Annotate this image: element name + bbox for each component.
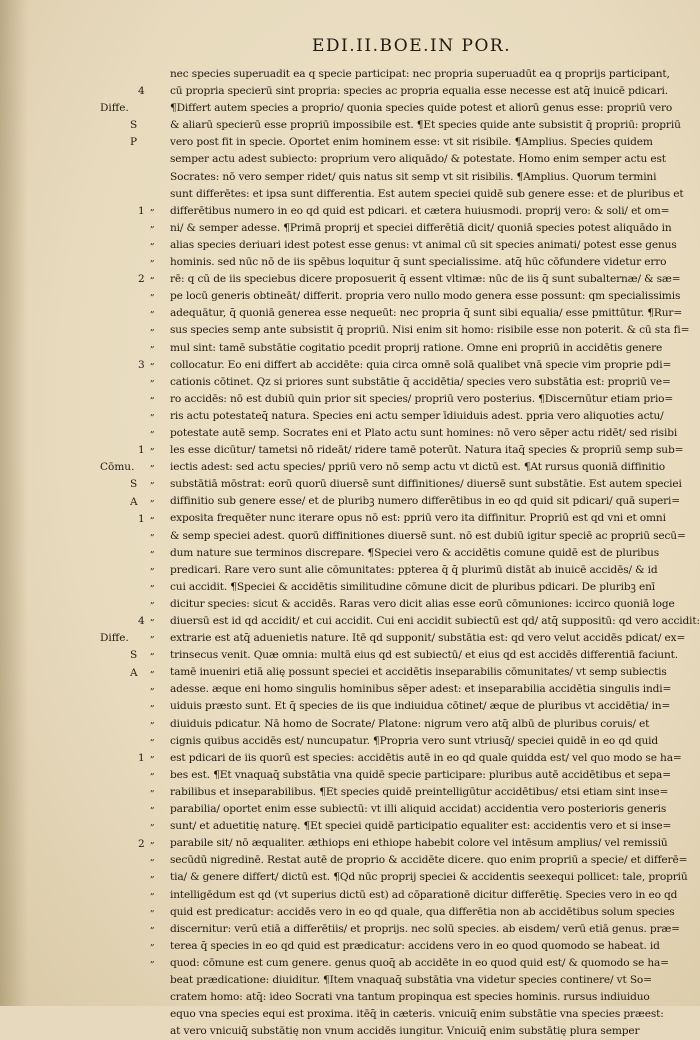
text-line: quod: cōmune est cum genere. genus quoq̄ ab accidēte in eo quod quid est/ & quomodo se ha= (170, 956, 669, 969)
margin-note: 1 (138, 204, 145, 217)
text-line: beat prædicatione: diuiditur. ¶Item vnaquaq̄ substātia vna videtur species continere/ vt So= (170, 973, 652, 986)
text-line: vero post fit in specie. Oportet enim hominem esse: vt sit risibile. ¶Amplius. Species quidem (170, 136, 653, 149)
margin-note: S (130, 649, 138, 662)
text-line: sus species semp ante subsistit q̄ propriū. Nisi enim sit homo: risibile esse non poterit. & cū sta fi= (170, 324, 690, 337)
quote-mark-icon: „ (150, 921, 155, 931)
margin-note: A (130, 666, 138, 679)
quote-mark-icon: „ (150, 784, 155, 795)
text-line: mul sint: tamē substātie cogitatio pcedit proprij ratione. Omne eni propriū in accidētis genere (170, 341, 663, 354)
text-line: equo vna species equi est proxima. itēq̄ in cæteris. vnicuiq̄ enim substātie vna species præest: (170, 1008, 664, 1021)
quote-mark-icon: „ (150, 938, 155, 949)
text-line: rē: q cū de iis speciebus dicere proposuerit q̄ essent vltimæ: nūc de iis q̄ sunt subalternæ/ & sæ= (170, 273, 681, 286)
quote-mark-icon: „ (150, 476, 155, 487)
text-line: terea q̄ species in eo qd quid est prædicatur: accidens vero in eo quod quomodo se habeat. id (170, 939, 660, 952)
text-line: nec species superuadit ea q specie participat: nec propria superuadūt ea q proprijs participant, (170, 68, 670, 80)
text-line: tamē inueniri etiā alię possunt speciei et accidētis inseparabilis cōmunitates/ vt semp subiectis (170, 666, 667, 679)
text-line: differētibus numero in eo qd quid est pdicari. et cætera huiusmodi. proprij vero: & soli/ et om= (170, 204, 670, 217)
quote-mark-icon: „ (150, 715, 155, 726)
quote-mark-icon: „ (150, 339, 155, 350)
main-text-block (170, 66, 700, 1040)
text-line: alias species deriuari idest potest esse genus: vt animal cū sit species animati/ potest esse genus (170, 238, 677, 251)
quote-mark-icon: „ (150, 373, 155, 384)
text-line: sunt differētes: et ipsa sunt differentia. Est autem speciei quidē sub genere esse: et de pluribus et (170, 187, 684, 200)
quote-mark-icon: „ (150, 544, 155, 555)
quote-mark-icon: „ (150, 681, 155, 692)
quote-mark-icon: „ (150, 613, 155, 624)
margin-note: 1 (138, 512, 145, 525)
text-line: collocatur. Eo eni differt ab accidēte: quia circa omnē solā qualibet vnā specie vim proprie pdi= (170, 358, 672, 371)
text-line: cratem homo: atq̄: ideo Socrati vna tantum propinqua est species hominis. rursus indiuiduo (170, 991, 650, 1004)
text-line: cū propria specierū sint propria: species ac propria equalia esse necesse est atq̄ inuicē pdicari. (170, 85, 668, 98)
text-line: rabilibus et inseparabilibus. ¶Et species quidē preintelligūtur accidētibus/ etsi etiam sint inse= (170, 785, 669, 798)
quote-mark-icon: „ (150, 202, 155, 213)
quote-mark-icon: „ (150, 305, 155, 316)
margin-note: 4 (138, 615, 145, 628)
text-line: parabilia/ oportet enim esse subiectū: vt illi aliquid accidat) accidentia vero posterioris generis (170, 803, 667, 816)
text-line: cui accidit. ¶Speciei & accidētis similitudine cōmune dicit de pluribus pdicari. De pluribꝫ enī (170, 580, 656, 593)
text-line: cignis quibus accidēs est/ nuncupatur. ¶Propria vero sunt vtriusq̄/ speciei quidē in eo qd quid (170, 734, 658, 747)
text-line: pe locū generis obtineāt/ differit. propria vero nullo modo genera esse possunt: qm specialissimis (170, 290, 681, 303)
text-line: exposita frequēter nunc iterare opus nō est: ppriū vero ita diffinitur. Propriū est qd vni et omni (170, 512, 666, 525)
text-line: intelligēdum est qd (vt superius dictū est) ad cōparationē dicitur differētię. Species vero in eo qd (170, 888, 678, 901)
text-line: ¶Differt autem species a proprio/ quonia species quide potest et aliorū genus esse: propriū vero (170, 102, 673, 115)
text-line: & aliarū specierū esse propriū impossibile est. ¶Et species quide ante subsistit q̄ propriū: propriū (170, 119, 681, 132)
text-line: diuiduis pdicatur. Nā homo de Socrate/ Platone: nigrum vero atq̄ albū de pluribus coruis/ et (170, 717, 650, 730)
quote-mark-icon: „ (150, 955, 155, 966)
quote-mark-icon: „ (150, 801, 155, 812)
text-line: potestate autē semp. Socrates eni et Plato actu sunt homines: nō vero sēper actu ridēt/ sed risibi (170, 426, 678, 439)
quote-mark-icon: „ (150, 510, 155, 521)
quote-mark-icon: „ (150, 579, 155, 589)
quote-mark-icon: „ (150, 356, 155, 367)
quote-mark-icon: „ (150, 237, 155, 247)
text-line: sunt/ et aduetitię naturę. ¶Et speciei quidē participatio equaliter est: accidentis vero et si inse= (170, 820, 672, 833)
text-line: substātiā mōstrat: eorū quorū diuersē sunt diffinitiones/ diuersē sunt substātie. Est autem speciei (170, 478, 682, 491)
text-line: trinsecus venit. Quæ omnia: multā eius qd est subiectū/ et eius qd est accidēs differentiā faciunt. (170, 649, 678, 662)
text-line: discernitur: verū etiā a differētiis/ et proprijs. nec solū species. ab eisdem/ verū etiā genus. præ= (170, 922, 680, 935)
quote-mark-icon: „ (150, 254, 155, 265)
text-line: Socrates: nō vero semper ridet/ quis natus sit semp vt sit risibilis. ¶Amplius. Quorum termini (170, 170, 657, 183)
quote-mark-icon: „ (150, 767, 155, 778)
margin-note: 2 (138, 837, 145, 850)
text-line: quid est predicatur: accidēs vero in eo qd quale, qua differētia non ab accidētibus solum species (170, 905, 675, 918)
quote-mark-icon: „ (150, 390, 155, 401)
margin-note: Diffe. (100, 102, 129, 115)
text-line: semper actu adest subiecto: proprium vero aliquādo/ & potestate. Homo enim semper actu est (170, 153, 666, 166)
text-line: ro accidēs: nō est dubiū quin prior sit species/ propriū vero posterius. ¶Discernūtur etiam prio= (170, 392, 674, 405)
quote-mark-icon: „ (150, 664, 155, 675)
quote-mark-icon: „ (150, 408, 155, 418)
text-line: diuersū est id qd accidit/ et cui accidit. Cui eni accidit subiectū est qd/ atq̄ suppositū: qd vero accidit: (170, 615, 700, 627)
margin-note: 3 (138, 358, 145, 371)
text-line: adesse. æque eni homo singulis hominibus sēper adest: et inseparabilia accidētia singulis indi= (170, 683, 672, 696)
text-line: diffinitio sub genere esse/ et de pluribꝫ numero differētibus in eo qd quid sit pdicari/ quā superi= (170, 495, 680, 508)
text-line: parabile sit/ nō æqualiter. æthiops eni ethiope habebit colore vel intēsum amplius/ vel remissiū (170, 837, 668, 850)
quote-mark-icon: „ (150, 596, 155, 607)
margin-note: S (130, 119, 138, 132)
margin-note: Cōmu. (100, 461, 135, 474)
quote-mark-icon: „ (150, 647, 155, 658)
quote-mark-icon: „ (150, 288, 155, 299)
text-line: ris actu potestateq̄ natura. Species eni actu semper īdiuiduis adest. ppria vero aliquoties actu/ (170, 409, 664, 422)
text-line: les esse dicūtur/ tametsi nō rideāt/ ridere tamē poterūt. Natura itaq̄ species & propriū semp sub= (170, 444, 684, 457)
margin-note: 4 (138, 85, 145, 98)
text-line: est pdicari de iis quorū est species: accidētis autē in eo qd quale quidda est/ vel quo modo se ha= (170, 751, 682, 764)
page-gutter-shadow (0, 0, 28, 1006)
quote-mark-icon: „ (150, 750, 155, 760)
quote-mark-icon: „ (150, 630, 155, 641)
margin-note: P (130, 136, 138, 149)
quote-mark-icon: „ (150, 271, 155, 282)
text-line: bes est. ¶Et vnaquaq̄ substātia vna quidē specie participare: pluribus autē accidētibus et sepa= (170, 768, 671, 781)
text-line: extrarie est atq̄ aduenietis nature. Itē qd supponit/ substātia est: qd vero velut accidēs pdicat/ ex= (170, 632, 686, 645)
quote-mark-icon: „ (150, 698, 155, 709)
text-line: secūdū nigredinē. Restat autē de proprio & accidēte dicere. quo enim propriū a specie/ et differē= (170, 854, 688, 867)
text-line: dicitur species: sicut & accidēs. Raras vero dicit alias esse eorū cōmuniones: iccirco quoniā loge (170, 597, 675, 610)
text-line: ni/ & semper adesse. ¶Primā proprij et speciei differētiā dicit/ quoniā species potest aliquādo in (170, 221, 672, 234)
text-line: predicari. Rare vero sunt alie cōmunitates: ppterea q̄ q̄ plurimū distāt ab inuicē accidēs/ & id (170, 563, 658, 576)
quote-mark-icon: „ (150, 527, 155, 538)
text-line: at vero vnicuiq̄ substātię non vnum accidēs iungitur. Vnicuiq̄ enim substātię plura semper (170, 1025, 640, 1038)
text-line: cationis cōtinet. Qz si priores sunt substātie q̄ accidētia/ species vero substātia est: propriū ve= (170, 375, 671, 388)
quote-mark-icon: „ (150, 322, 155, 333)
quote-mark-icon: „ (150, 903, 155, 914)
quote-mark-icon: „ (150, 219, 155, 230)
quote-mark-icon: „ (150, 459, 155, 470)
text-line: tia/ & genere differt/ dictū est. ¶Qd nūc proprij speciei & accidentis seexequi pollicet: tale, propriū (170, 871, 688, 884)
running-head: EDI.II.BOE.IN POR. (312, 36, 512, 56)
text-line: iectis adest: sed actu species/ ppriū vero nō semp actu vt dictū est. ¶At rursus quoniā diffinitio (170, 461, 665, 474)
quote-mark-icon: „ (150, 732, 155, 743)
quote-mark-icon: „ (150, 561, 155, 572)
margin-note: 1 (138, 752, 145, 764)
text-line: & semp speciei adest. quorū diffinitiones diuersē sunt. nō est dubiū igitur speciē ac propriū secū= (170, 529, 686, 542)
quote-mark-icon: „ (150, 886, 155, 897)
quote-mark-icon: „ (150, 425, 155, 436)
text-line: dum nature sue terminos discrepare. ¶Speciei vero & accidētis comune quidē est de pluribus (170, 546, 660, 559)
quote-mark-icon: „ (150, 852, 155, 863)
quote-mark-icon: „ (150, 493, 155, 504)
quote-mark-icon: „ (150, 818, 155, 829)
text-line: uiduis præsto sunt. Et q̄ species de iis que indiuidua cōtinet/ æque de pluribus vt accidētia/ in= (170, 700, 671, 713)
margin-note: 2 (138, 273, 145, 286)
margin-note: 1 (138, 444, 145, 457)
margin-note: A (130, 495, 138, 508)
quote-mark-icon: „ (150, 835, 155, 846)
text-line: hominis. sed nūc nō de iis spēbus loquitur q̄ sunt specialissime. atq̄ hūc cōfundere videtur erro (170, 256, 667, 269)
text-line: adequātur, q̄ quoniā generea esse nequeūt: nec propria q̄ sunt sibi equalia/ esse pmittūtur. ¶Rur= (170, 307, 683, 320)
quote-mark-icon: „ (150, 869, 155, 880)
margin-note: Diffe. (100, 632, 129, 645)
margin-note: S (130, 478, 138, 491)
quote-mark-icon: „ (150, 442, 155, 453)
